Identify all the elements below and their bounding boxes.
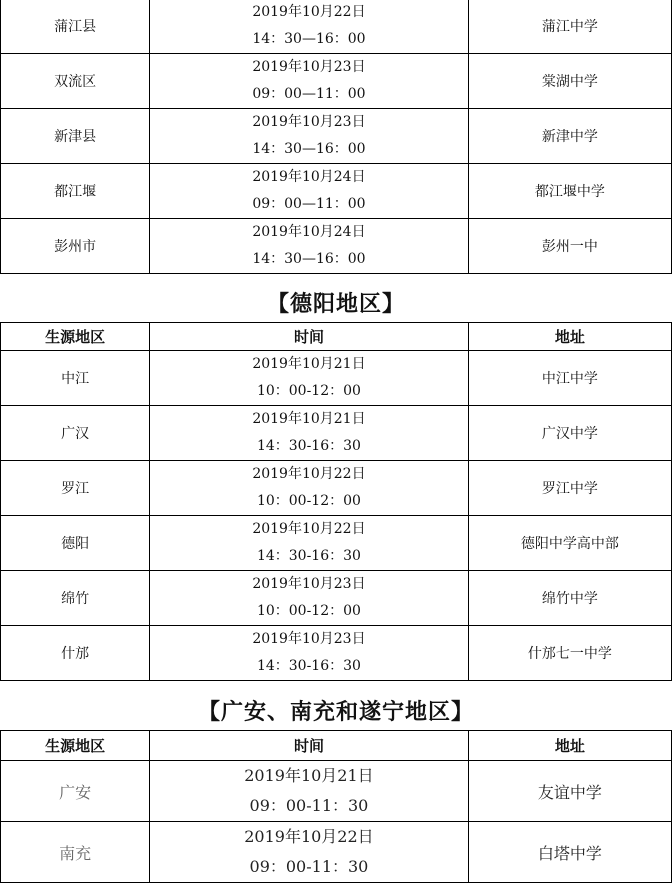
place-cell: 白塔中学 — [468, 822, 671, 883]
table-row — [1, 406, 672, 461]
place-cell: 都江堰中学 — [468, 164, 671, 219]
table-row — [1, 461, 672, 516]
time-cell: 2019年10月21日 09：00-11：30 — [150, 761, 468, 822]
time-cell: 2019年10月23日 14：30-16：30 — [150, 626, 468, 681]
chengdu-schedule-table — [0, 0, 672, 274]
table-row — [1, 109, 672, 164]
table-header-row — [1, 731, 672, 761]
header-place: 地址 — [468, 323, 671, 351]
header-region: 生源地区 — [1, 323, 150, 351]
region-cell: 广汉 — [1, 406, 150, 461]
place-cell: 什邡七一中学 — [468, 626, 671, 681]
time-cell: 2019年10月23日 14：30—16：00 — [150, 109, 468, 164]
time-cell: 2019年10月21日 14：30-16：30 — [150, 406, 468, 461]
region-cell: 广安 — [1, 761, 150, 822]
time-cell: 2019年10月24日 09：00—11：00 — [150, 164, 468, 219]
time-cell: 2019年10月21日 10：00-12：00 — [150, 351, 468, 406]
place-cell: 新津中学 — [468, 109, 671, 164]
header-region: 生源地区 — [1, 731, 150, 761]
region-cell: 中江 — [1, 351, 150, 406]
time-cell: 2019年10月22日 10：00-12：00 — [150, 461, 468, 516]
time-cell: 2019年10月24日 14：30—16：00 — [150, 219, 468, 274]
deyang-schedule-table — [0, 322, 672, 681]
table-row — [1, 0, 672, 54]
table-row — [1, 822, 672, 883]
region-cell: 罗江 — [1, 461, 150, 516]
region-cell: 蒲江县 — [1, 0, 150, 54]
place-cell: 棠湖中学 — [468, 54, 671, 109]
time-cell: 2019年10月23日 10：00-12：00 — [150, 571, 468, 626]
place-cell: 友谊中学 — [468, 761, 671, 822]
region-cell: 绵竹 — [1, 571, 150, 626]
place-cell: 彭州一中 — [468, 219, 671, 274]
table-row — [1, 54, 672, 109]
place-cell: 蒲江中学 — [468, 0, 671, 54]
region-cell: 彭州市 — [1, 219, 150, 274]
guangan-schedule-table — [0, 730, 672, 883]
place-cell: 中江中学 — [468, 351, 671, 406]
table-row — [1, 351, 672, 406]
place-cell: 广汉中学 — [468, 406, 671, 461]
header-time: 时间 — [150, 731, 468, 761]
table-row — [1, 761, 672, 822]
region-cell: 德阳 — [1, 516, 150, 571]
guangan-nanchong-suining-section-title: 【广安、南充和遂宁地区】 — [197, 699, 474, 725]
deyang-section-title: 【德阳地区】 — [266, 291, 405, 317]
header-time: 时间 — [150, 323, 468, 351]
table-row — [1, 516, 672, 571]
region-cell: 都江堰 — [1, 164, 150, 219]
place-cell: 德阳中学高中部 — [468, 516, 671, 571]
place-cell: 绵竹中学 — [468, 571, 671, 626]
table-row — [1, 219, 672, 274]
time-cell: 2019年10月22日 09：00-11：30 — [150, 822, 468, 883]
table-row — [1, 164, 672, 219]
table-row — [1, 626, 672, 681]
table-header-row — [1, 323, 672, 351]
time-cell: 2019年10月22日 14：30-16：30 — [150, 516, 468, 571]
header-place: 地址 — [468, 731, 671, 761]
time-cell: 2019年10月22日 14：30—16：00 — [150, 0, 468, 54]
time-cell: 2019年10月23日 09：00—11：00 — [150, 54, 468, 109]
region-cell: 新津县 — [1, 109, 150, 164]
region-cell: 双流区 — [1, 54, 150, 109]
place-cell: 罗江中学 — [468, 461, 671, 516]
table-row — [1, 571, 672, 626]
region-cell: 南充 — [1, 822, 150, 883]
region-cell: 什邡 — [1, 626, 150, 681]
